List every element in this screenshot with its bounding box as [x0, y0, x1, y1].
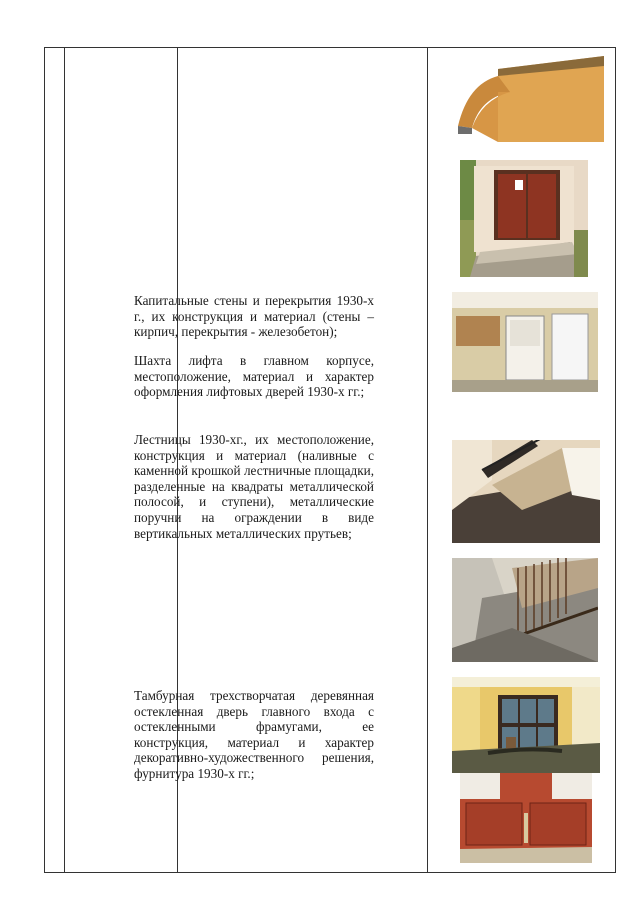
text-staircases: Лестницы 1930-хг., их местоположение, конструкция и материал (наливные с каменной крошкой лестничные площадки, разделенные на квадраты металлической полосой, и ступени), металлические поручни на ограждении в виде вертикальных металлических прутьев; [134, 432, 374, 541]
text-vestibule-door: Тамбурная трехстворчатая деревянная остекленная дверь главного входа с остекленными фрамугами, ее конструкция, материал и характер декоративно-художественного решения, фурнитура 1930-х гг.; [134, 688, 374, 781]
elevator-shaft-photo [452, 292, 598, 392]
facade-corner-photo [450, 54, 604, 142]
stair-railing-photo [452, 558, 598, 662]
column-divider-3 [427, 48, 428, 872]
staircase-photo [452, 440, 600, 543]
text-walls-floors: Капитальные стены и перекрытия 1930-х г., их конструкция и материал (стены – кирпич, перекрытия - железобетон); [134, 293, 374, 340]
entrance-door-bottom-photo [460, 773, 592, 863]
vestibule-door-photo [452, 677, 600, 773]
entrance-door-photo [460, 160, 588, 277]
column-divider-1 [64, 48, 65, 872]
text-elevator-shaft: Шахта лифта в главном корпусе, местоположение, материал и характер оформления лифтовых дверей 1930-х гг.; [134, 353, 374, 400]
